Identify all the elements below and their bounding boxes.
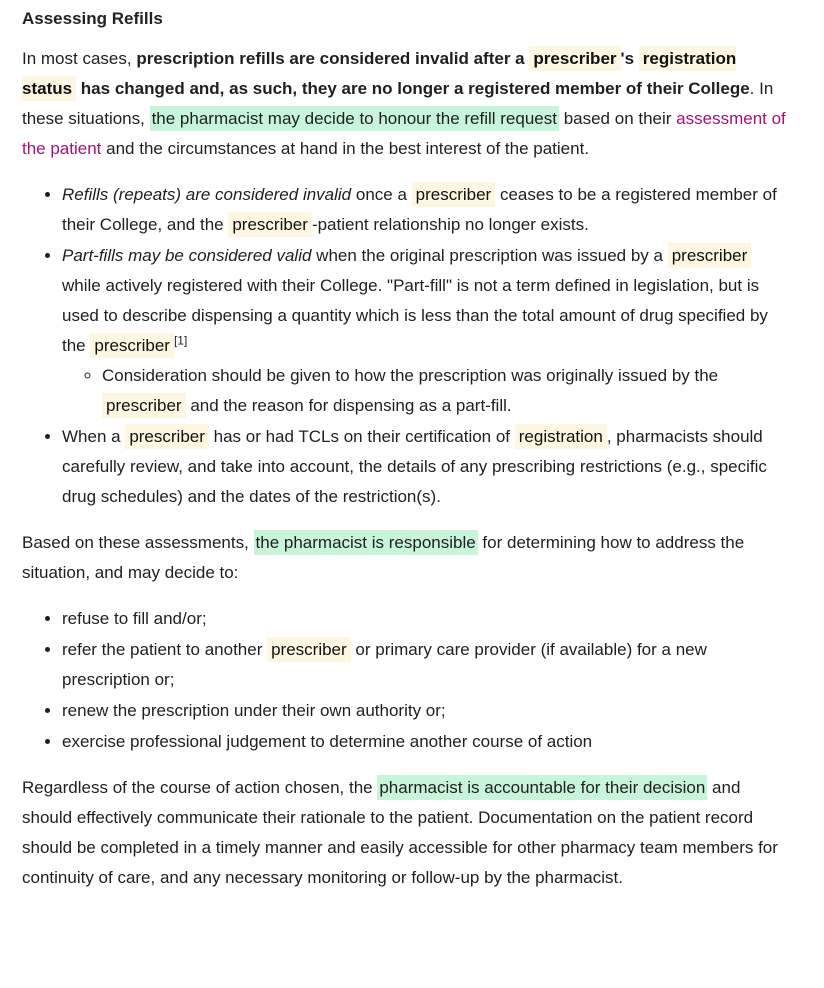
list-item: • exercise professional judgement to determine another course of action xyxy=(62,727,792,757)
list-item: ◦ Consideration should be given to how the prescription was originally issued by the prescriber and the reason for dispensing as a part-fill. xyxy=(102,361,792,421)
term-registration[interactable]: registration xyxy=(515,424,607,449)
section-heading: Assessing Refills xyxy=(22,9,163,28)
list-item: • refer the patient to another prescriber or primary care provider (if available) for a new prescription or; xyxy=(62,635,792,695)
term-prescriber[interactable]: prescriber xyxy=(412,182,496,207)
key-point-highlight: the pharmacist may decide to honour the refill request xyxy=(150,106,559,131)
term-prescriber[interactable]: prescriber xyxy=(529,46,620,71)
term-prescriber[interactable]: prescriber xyxy=(228,212,312,237)
term-prescriber[interactable]: prescriber xyxy=(102,393,186,418)
intro-paragraph: In most cases, prescription refills are considered invalid after a prescriber 's registration status has changed and, as such, they are no longer a registered member of their College. In these situations, the pharmacist may decide to honour the refill request based on their assessment of the patient and the circumstances at hand in the best interest of the patient. xyxy=(22,44,792,164)
term-prescriber[interactable]: prescriber xyxy=(125,424,209,449)
footnote-ref[interactable]: [1] xyxy=(173,333,188,348)
term-prescriber[interactable]: prescriber xyxy=(668,243,752,268)
accountability-paragraph: Regardless of the course of action chosen, the pharmacist is accountable for their decision and should effectively communicate their rationale to the patient. Documentation on the patient record should be completed in a timely manner and easily accessible for other pharmacy team members for continuity of care, and any necessary monitoring or follow-up by the pharmacist. xyxy=(22,773,792,893)
assessment-link[interactable]: assessment of the patient xyxy=(22,109,786,158)
term-registration-status[interactable]: registration status xyxy=(22,46,736,101)
options-list xyxy=(22,604,792,757)
term-prescriber[interactable]: prescriber xyxy=(267,637,351,662)
term-prescriber[interactable]: prescriber xyxy=(90,333,174,358)
refill-rules-list xyxy=(22,180,792,512)
list-item: • Part-fills may be considered valid when the original prescription was issued by a prescriber while actively registered with their College. "Part-fill" is not a term defined in legislation, but is used to describe dispensing a quantity which is less than the total amount of drug specified by the prescriber [1] ◦ Consideration should be given to how the prescription was originally issued by the prescriber and the reason for dispensing as a part-fill. xyxy=(62,241,792,421)
key-point-highlight: the pharmacist is responsible xyxy=(254,530,478,555)
list-item: • Refills (repeats) are considered invalid once a prescriber ceases to be a registered member of their College, and the prescriber -patient relationship no longer exists. xyxy=(62,180,792,240)
assessment-paragraph: Based on these assessments, the pharmacist is responsible for determining how to address the situation, and may decide to: xyxy=(22,528,792,588)
list-item: • refuse to fill and/or; xyxy=(62,604,792,634)
list-item: • When a prescriber has or had TCLs on their certification of registration , pharmacists should carefully review, and take into account, the details of any prescribing restrictions (e.g., specific drug schedules) and the dates of the restriction(s). xyxy=(62,422,792,512)
key-point-highlight: pharmacist is accountable for their decision xyxy=(377,775,707,800)
sub-list xyxy=(62,361,792,421)
list-item: • renew the prescription under their own authority or; xyxy=(62,696,792,726)
